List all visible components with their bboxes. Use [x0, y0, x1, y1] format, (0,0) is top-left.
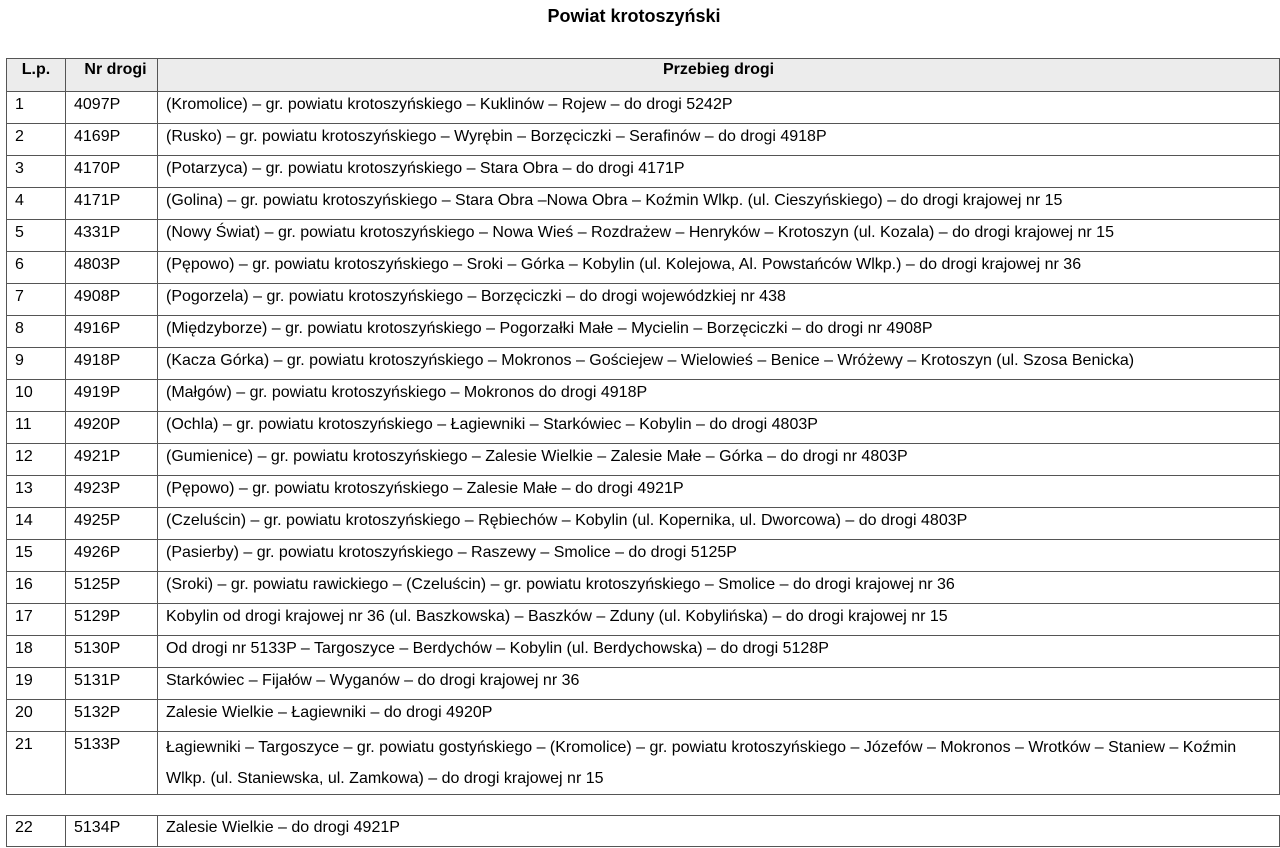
header-nr-drogi: Nr drogi [66, 59, 158, 92]
cell-lp: 6 [7, 252, 66, 284]
table-header-row [7, 59, 1280, 92]
table-row [7, 508, 1280, 540]
cell-lp: 5 [7, 220, 66, 252]
cell-nr-drogi: 5130P [66, 636, 158, 668]
table-row [7, 188, 1280, 220]
cell-lp: 9 [7, 348, 66, 380]
cell-przebieg-drogi: Od drogi nr 5133P – Targoszyce – Berdychów – Kobylin (ul. Berdychowska) – do drogi 5128P [158, 636, 1280, 668]
table-row [7, 572, 1280, 604]
cell-nr-drogi: 4918P [66, 348, 158, 380]
cell-przebieg-drogi: (Ochla) – gr. powiatu krotoszyńskiego – Łagiewniki – Starkówiec – Kobylin – do drogi 4803P [158, 412, 1280, 444]
cell-nr-drogi: 4097P [66, 92, 158, 124]
cell-lp: 18 [7, 636, 66, 668]
table-row [7, 252, 1280, 284]
cell-lp: 19 [7, 668, 66, 700]
cell-nr-drogi: 4171P [66, 188, 158, 220]
cell-lp: 21 [7, 732, 66, 795]
cell-lp: 16 [7, 572, 66, 604]
table-row [7, 220, 1280, 252]
cell-lp: 20 [7, 700, 66, 732]
cell-nr-drogi: 4919P [66, 380, 158, 412]
cell-przebieg-drogi: Łagiewniki – Targoszyce – gr. powiatu gostyńskiego – (Kromolice) – gr. powiatu krotoszyńskiego – Józefów – Mokronos – Wrotków – Staniew – Koźmin Wlkp. (ul. Staniewska, ul. Zamkowa) – do drogi krajowej nr 15 [158, 732, 1280, 795]
cell-nr-drogi: 5131P [66, 668, 158, 700]
cell-przebieg-drogi: (Rusko) – gr. powiatu krotoszyńskiego – Wyrębin – Borzęciczki – Serafinów – do drogi 4918P [158, 124, 1280, 156]
table-row [7, 604, 1280, 636]
cell-przebieg-drogi: Zalesie Wielkie – Łagiewniki – do drogi 4920P [158, 700, 1280, 732]
cell-przebieg-drogi: (Małgów) – gr. powiatu krotoszyńskiego – Mokronos do drogi 4918P [158, 380, 1280, 412]
cell-przebieg-drogi: (Potarzyca) – gr. powiatu krotoszyńskiego – Stara Obra – do drogi 4171P [158, 156, 1280, 188]
cell-lp: 7 [7, 284, 66, 316]
table-row [7, 412, 1280, 444]
roads-table [6, 58, 1280, 795]
cell-nr-drogi: 4920P [66, 412, 158, 444]
table-row [7, 284, 1280, 316]
table-row [7, 636, 1280, 668]
table-row [7, 316, 1280, 348]
cell-nr-drogi: 4925P [66, 508, 158, 540]
cell-lp: 17 [7, 604, 66, 636]
cell-nr-drogi: 5125P [66, 572, 158, 604]
cell-nr-drogi: 4923P [66, 476, 158, 508]
cell-nr-drogi: 4169P [66, 124, 158, 156]
table-row [7, 348, 1280, 380]
cell-przebieg-drogi: (Kromolice) – gr. powiatu krotoszyńskiego – Kuklinów – Rojew – do drogi 5242P [158, 92, 1280, 124]
table-row [7, 700, 1280, 732]
cell-przebieg-drogi: (Pępowo) – gr. powiatu krotoszyńskiego – Zalesie Małe – do drogi 4921P [158, 476, 1280, 508]
cell-nr-drogi: 4170P [66, 156, 158, 188]
table-row [7, 380, 1280, 412]
table-row [7, 92, 1280, 124]
header-przebieg-drogi: Przebieg drogi [158, 59, 1280, 92]
cell-przebieg-drogi: (Czeluścin) – gr. powiatu krotoszyńskiego – Rębiechów – Kobylin (ul. Kopernika, ul. Dworcowa) – do drogi 4803P [158, 508, 1280, 540]
cell-przebieg-drogi: Starkówiec – Fijałów – Wyganów – do drogi krajowej nr 36 [158, 668, 1280, 700]
cell-przebieg-drogi: (Gumienice) – gr. powiatu krotoszyńskiego – Zalesie Wielkie – Zalesie Małe – Górka – do drogi nr 4803P [158, 444, 1280, 476]
cell-lp: 3 [7, 156, 66, 188]
cell-nr-drogi: 4921P [66, 444, 158, 476]
cell-przebieg-drogi: (Pasierby) – gr. powiatu krotoszyńskiego – Raszewy – Smolice – do drogi 5125P [158, 540, 1280, 572]
cell-lp: 1 [7, 92, 66, 124]
cell-przebieg-drogi: (Pogorzela) – gr. powiatu krotoszyńskiego – Borzęciczki – do drogi wojewódzkiej nr 438 [158, 284, 1280, 316]
cell-nr-drogi: 5132P [66, 700, 158, 732]
header-lp: L.p. [7, 59, 66, 92]
cell-przebieg-drogi: Zalesie Wielkie – do drogi 4921P [158, 816, 1280, 847]
cell-lp: 22 [7, 816, 66, 847]
cell-lp: 13 [7, 476, 66, 508]
table-row [7, 540, 1280, 572]
cell-przebieg-drogi: (Golina) – gr. powiatu krotoszyńskiego – Stara Obra –Nowa Obra – Koźmin Wlkp. (ul. Cieszyńskiego) – do drogi krajowej nr 15 [158, 188, 1280, 220]
cell-nr-drogi: 4926P [66, 540, 158, 572]
cell-lp: 10 [7, 380, 66, 412]
cell-nr-drogi: 4916P [66, 316, 158, 348]
roads-table-continuation [6, 815, 1280, 847]
table-row [7, 124, 1280, 156]
cell-lp: 11 [7, 412, 66, 444]
cell-nr-drogi: 4331P [66, 220, 158, 252]
table-row [7, 444, 1280, 476]
cell-nr-drogi: 5133P [66, 732, 158, 795]
cell-lp: 14 [7, 508, 66, 540]
cell-przebieg-drogi: (Kacza Górka) – gr. powiatu krotoszyńskiego – Mokronos – Gościejew – Wielowieś – Benice – Wróżewy – Krotoszyn (ul. Szosa Benicka) [158, 348, 1280, 380]
page-title: Powiat krotoszyński [547, 6, 721, 26]
table-row [7, 476, 1280, 508]
cell-przebieg-drogi: (Pępowo) – gr. powiatu krotoszyńskiego – Sroki – Górka – Kobylin (ul. Kolejowa, Al. Powstańców Wlkp.) – do drogi krajowej nr 36 [158, 252, 1280, 284]
cell-nr-drogi: 4908P [66, 284, 158, 316]
cell-przebieg-drogi: (Międzyborze) – gr. powiatu krotoszyńskiego – Pogorzałki Małe – Mycielin – Borzęciczki – do drogi nr 4908P [158, 316, 1280, 348]
cell-lp: 2 [7, 124, 66, 156]
table-row [7, 668, 1280, 700]
cell-lp: 4 [7, 188, 66, 220]
table-row [7, 732, 1280, 795]
cell-lp: 12 [7, 444, 66, 476]
cell-nr-drogi: 5129P [66, 604, 158, 636]
table-row [7, 156, 1280, 188]
cell-lp: 15 [7, 540, 66, 572]
table-row [7, 816, 1280, 847]
cell-nr-drogi: 4803P [66, 252, 158, 284]
cell-nr-drogi: 5134P [66, 816, 158, 847]
cell-przebieg-drogi: Kobylin od drogi krajowej nr 36 (ul. Baszkowska) – Baszków – Zduny (ul. Kobylińska) – do drogi krajowej nr 15 [158, 604, 1280, 636]
cell-przebieg-drogi: (Nowy Świat) – gr. powiatu krotoszyńskiego – Nowa Wieś – Rozdrażew – Henryków – Krotoszyn (ul. Kozala) – do drogi krajowej nr 15 [158, 220, 1280, 252]
cell-przebieg-drogi: (Sroki) – gr. powiatu rawickiego – (Czeluścin) – gr. powiatu krotoszyńskiego – Smolice – do drogi krajowej nr 36 [158, 572, 1280, 604]
cell-lp: 8 [7, 316, 66, 348]
